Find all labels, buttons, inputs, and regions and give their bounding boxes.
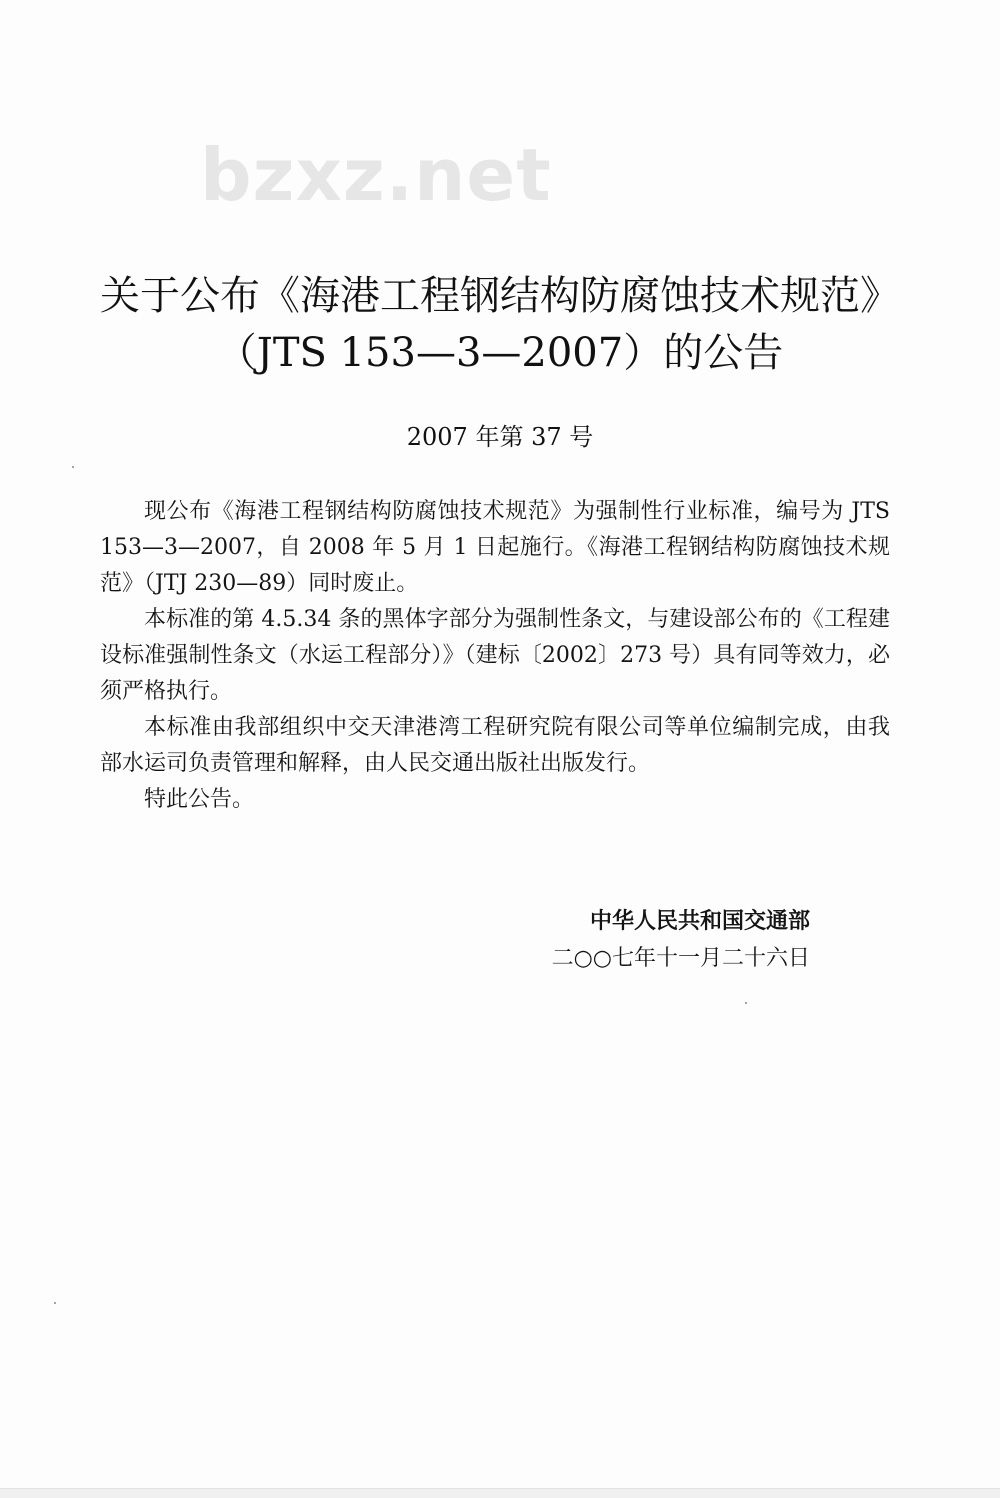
paragraph-closing: 特此公告。 xyxy=(144,787,255,812)
scan-speck xyxy=(54,1302,56,1304)
scan-speck xyxy=(72,466,74,468)
paragraph-mandatory-clause: 本标准的第 4.5.34 条的黑体字部分为强制性条文，与建设部公布的《工程建设标准强制性条文（水运工程部分）》（建标〔2002〕273 号）具有同等效力，必须严格执行。 xyxy=(100,607,890,704)
paragraph-compilation: 本标准由我部组织中交天津港湾工程研究院有限公司等单位编制完成，由我部水运司负责管理和解释，由人民交通出版社出版发行。 xyxy=(100,715,890,776)
issue-date: 二○○七年十一月二十六日 xyxy=(551,946,810,971)
document-number: 2007 年第 37 号 xyxy=(406,423,594,451)
announcement-body xyxy=(100,494,890,818)
announcement-title-line-2: （JTS 153—3—2007）的公告 xyxy=(216,330,784,376)
watermark-text: bzxz.net xyxy=(200,133,552,217)
announcement-title-line-1: 关于公布《海港工程钢结构防腐蚀技术规范》 xyxy=(100,273,900,319)
issuing-organization: 中华人民共和国交通部 xyxy=(589,908,810,934)
scan-speck xyxy=(745,1002,747,1004)
paragraph-publication: 现公布《海港工程钢结构防腐蚀技术规范》为强制性行业标准，编号为 JTS 153—3—2007，自 2008 年 5 月 1 日起施行。《海港工程钢结构防腐蚀技术规范》（JTJ 230—89）同时废止。 xyxy=(100,499,890,596)
